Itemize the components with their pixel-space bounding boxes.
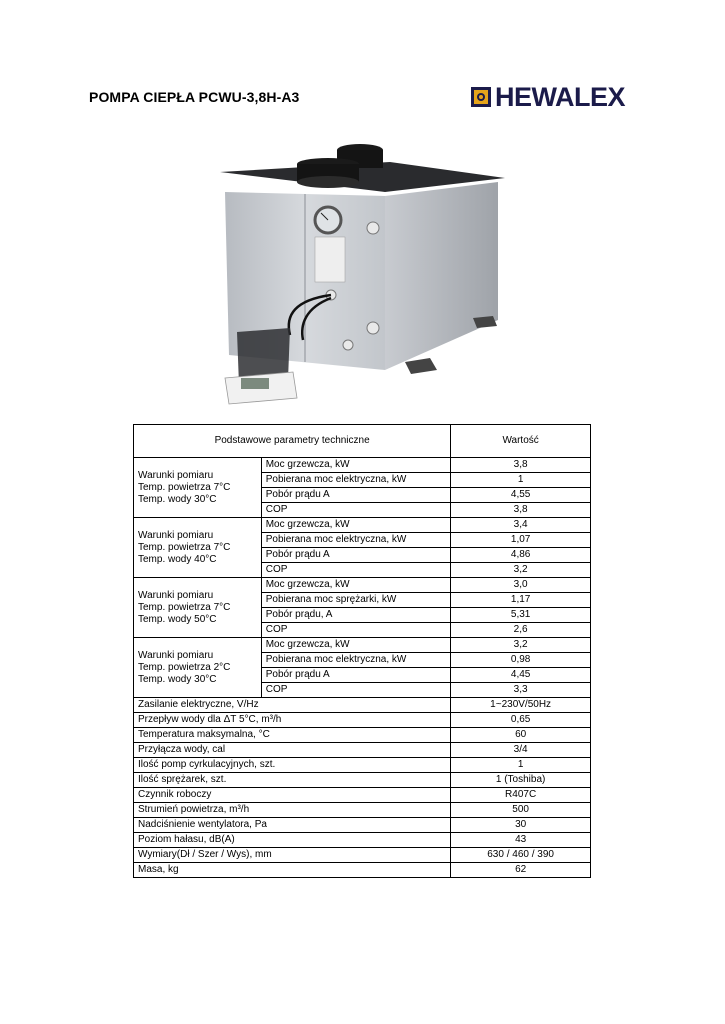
condition-line: Temp. powietrza 2°C <box>138 661 231 673</box>
table-row <box>134 863 591 878</box>
table-row <box>134 788 591 803</box>
param-label: Masa, kg <box>134 863 451 878</box>
param-label: Przepływ wody dla ΔT 5°C, m³/h <box>134 713 451 728</box>
param-value: 3,8 <box>451 458 591 473</box>
table-row <box>134 458 591 473</box>
param-label: COP <box>261 563 451 578</box>
param-value: 3,3 <box>451 683 591 698</box>
param-label: COP <box>261 503 451 518</box>
heat-pump-photo <box>215 140 515 410</box>
condition-line: Temp. wody 40°C <box>138 553 217 565</box>
condition-line: Temp. wody 50°C <box>138 613 217 625</box>
table-row <box>134 848 591 863</box>
param-label: Pobór prądu A <box>261 548 451 563</box>
param-label: Pobierana moc elektryczna, kW <box>261 533 451 548</box>
measurement-conditions <box>134 578 262 638</box>
param-value: 4,45 <box>451 668 591 683</box>
param-label: Wymiary(Dł / Szer / Wys), mm <box>134 848 451 863</box>
table-row <box>134 728 591 743</box>
table-row <box>134 518 591 533</box>
param-label: Zasilanie elektryczne, V/Hz <box>134 698 451 713</box>
param-value: 4,55 <box>451 488 591 503</box>
param-value: 3,4 <box>451 518 591 533</box>
param-value: 30 <box>451 818 591 833</box>
measurement-conditions <box>134 518 262 578</box>
param-label: Czynnik roboczy <box>134 788 451 803</box>
param-label: Strumień powietrza, m³/h <box>134 803 451 818</box>
param-label: Moc grzewcza, kW <box>261 458 451 473</box>
table-row <box>134 743 591 758</box>
param-label: Pobór prądu A <box>261 488 451 503</box>
param-value: 2,6 <box>451 623 591 638</box>
table-row <box>134 833 591 848</box>
param-value: 3,2 <box>451 563 591 578</box>
param-value: 1 <box>451 473 591 488</box>
param-value: 62 <box>451 863 591 878</box>
param-value: 43 <box>451 833 591 848</box>
param-value: 1 <box>451 758 591 773</box>
condition-line: Temp. powietrza 7°C <box>138 541 231 553</box>
param-value: 1,17 <box>451 593 591 608</box>
param-label: Pobierana moc sprężarki, kW <box>261 593 451 608</box>
condition-line: Temp. powietrza 7°C <box>138 481 231 493</box>
condition-line: Warunki pomiaru <box>138 649 214 661</box>
param-value: 0,98 <box>451 653 591 668</box>
param-value: 3,8 <box>451 503 591 518</box>
condition-line: Warunki pomiaru <box>138 589 214 601</box>
table-row <box>134 758 591 773</box>
param-value: 1,07 <box>451 533 591 548</box>
condition-line: Temp. wody 30°C <box>138 673 217 685</box>
param-value: 0,65 <box>451 713 591 728</box>
table-row <box>134 713 591 728</box>
param-label: Temperatura maksymalna, °C <box>134 728 451 743</box>
condition-line: Warunki pomiaru <box>138 529 214 541</box>
header-param: Podstawowe parametry techniczne <box>134 425 451 458</box>
table-row <box>134 818 591 833</box>
param-label: COP <box>261 683 451 698</box>
logo-mark-icon <box>471 87 491 107</box>
param-value: 630 / 460 / 390 <box>451 848 591 863</box>
param-label: Moc grzewcza, kW <box>261 518 451 533</box>
condition-line: Warunki pomiaru <box>138 469 214 481</box>
param-label: COP <box>261 623 451 638</box>
param-label: Moc grzewcza, kW <box>261 638 451 653</box>
param-label: Pobór prądu, A <box>261 608 451 623</box>
param-value: 3,2 <box>451 638 591 653</box>
param-label: Pobierana moc elektryczna, kW <box>261 473 451 488</box>
page-title: POMPA CIEPŁA PCWU-3,8H-A3 <box>89 89 300 105</box>
param-label: Moc grzewcza, kW <box>261 578 451 593</box>
spec-table <box>133 424 591 878</box>
table-row <box>134 578 591 593</box>
param-value: 1 (Toshiba) <box>451 773 591 788</box>
param-value: 3,0 <box>451 578 591 593</box>
param-label: Ilość sprężarek, szt. <box>134 773 451 788</box>
param-value: 4,86 <box>451 548 591 563</box>
param-label: Poziom hałasu, dB(A) <box>134 833 451 848</box>
param-label: Ilość pomp cyrkulacyjnych, szt. <box>134 758 451 773</box>
table-row <box>134 698 591 713</box>
param-value: 60 <box>451 728 591 743</box>
param-value: 1~230V/50Hz <box>451 698 591 713</box>
table-header-row <box>134 425 591 458</box>
param-value: 3/4 <box>451 743 591 758</box>
condition-line: Temp. wody 30°C <box>138 493 217 505</box>
logo-text: HEWALEX <box>495 81 626 112</box>
param-label: Pobór prądu A <box>261 668 451 683</box>
condition-line: Temp. powietrza 7°C <box>138 601 231 613</box>
param-label: Pobierana moc elektryczna, kW <box>261 653 451 668</box>
measurement-conditions <box>134 458 262 518</box>
param-label: Nadciśnienie wentylatora, Pa <box>134 818 451 833</box>
param-value: R407C <box>451 788 591 803</box>
table-row <box>134 773 591 788</box>
param-label: Przyłącza wody, cal <box>134 743 451 758</box>
param-value: 500 <box>451 803 591 818</box>
measurement-conditions <box>134 638 262 698</box>
header-value: Wartość <box>451 425 591 458</box>
table-row <box>134 638 591 653</box>
table-row <box>134 803 591 818</box>
hewalex-logo <box>471 82 625 112</box>
param-value: 5,31 <box>451 608 591 623</box>
